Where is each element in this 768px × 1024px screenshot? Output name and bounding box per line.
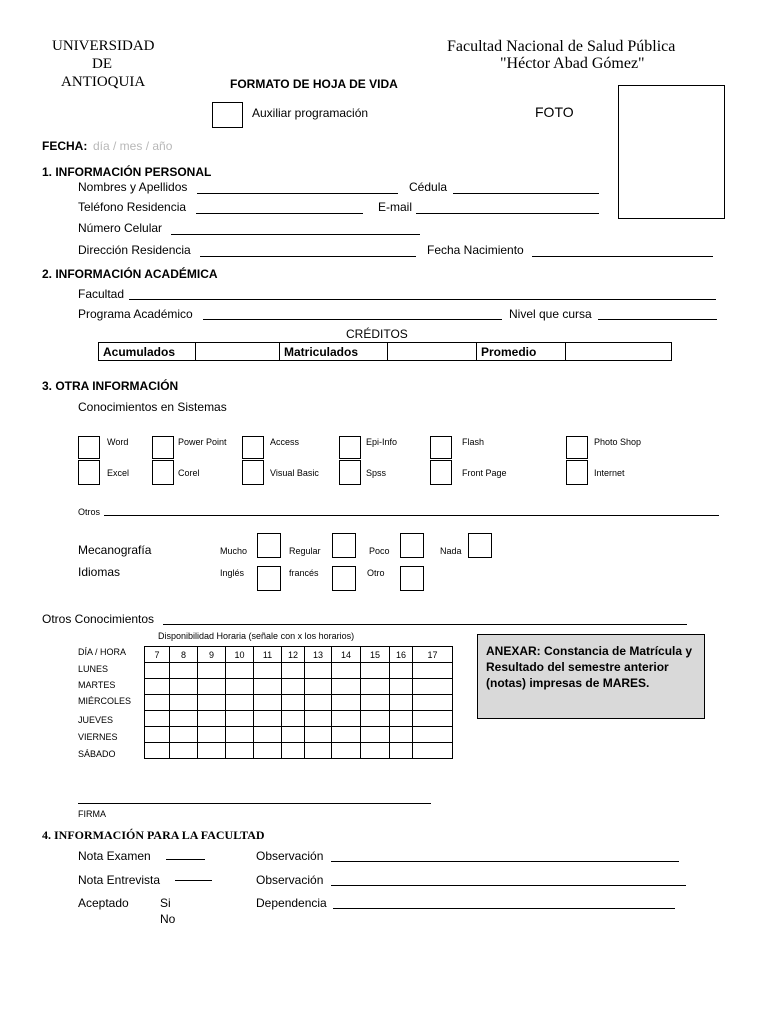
schedule-row[interactable] — [145, 679, 453, 695]
schedule-row[interactable] — [145, 743, 453, 759]
day-label: SÁBADO — [78, 749, 116, 759]
nivel-field[interactable] — [598, 319, 717, 320]
hour-header: 16 — [390, 647, 413, 663]
poco-label: Poco — [369, 546, 390, 556]
hour-header: 13 — [305, 647, 332, 663]
ingles-label: Inglés — [220, 568, 245, 578]
disponibilidad-label: Disponibilidad Horaria (señale con x los horarios) — [158, 631, 355, 641]
telefono-label: Teléfono Residencia — [78, 200, 187, 214]
section1-title: 1. INFORMACIÓN PERSONAL — [42, 165, 212, 179]
matriculados-label: Matriculados — [280, 343, 388, 361]
word-label: Word — [107, 437, 129, 447]
photoshop-checkbox[interactable] — [566, 436, 588, 459]
spss-checkbox[interactable] — [339, 460, 361, 485]
acumulados-label: Acumulados — [99, 343, 196, 361]
photoshop-label: Photo Shop — [594, 437, 642, 447]
observacion-field-1[interactable] — [331, 861, 679, 862]
fecha-nacimiento-label: Fecha Nacimiento — [427, 243, 524, 257]
corel-label: Corel — [178, 468, 200, 478]
cedula-field[interactable] — [453, 193, 599, 194]
email-field[interactable] — [416, 213, 599, 214]
observacion-label-2: Observación — [256, 873, 324, 887]
schedule-row[interactable] — [145, 711, 453, 727]
observacion-label-1: Observación — [256, 849, 324, 863]
hour-header: 15 — [361, 647, 390, 663]
corel-checkbox[interactable] — [152, 460, 174, 485]
visualbasic-label: Visual Basic — [270, 468, 319, 478]
hour-header: 17 — [413, 647, 453, 663]
aceptado-no[interactable]: No — [160, 912, 176, 926]
telefono-field[interactable] — [196, 213, 363, 214]
nombres-field[interactable] — [197, 193, 398, 194]
celular-field[interactable] — [171, 234, 420, 235]
direccion-field[interactable] — [200, 256, 416, 257]
creditos-table — [98, 342, 672, 361]
schedule-table — [144, 646, 453, 759]
day-label: MARTES — [78, 680, 116, 690]
powerpoint-checkbox[interactable] — [152, 436, 174, 459]
sistemas-label: Conocimientos en Sistemas — [78, 400, 227, 414]
nota-entrevista-label: Nota Entrevista — [78, 873, 161, 887]
hour-header: 7 — [145, 647, 170, 663]
flash-label: Flash — [462, 437, 485, 447]
section4-title: 4. INFORMACIÓN PARA LA FACULTAD — [42, 828, 265, 842]
visualbasic-checkbox[interactable] — [242, 460, 264, 485]
section2-title: 2. INFORMACIÓN ACADÉMICA — [42, 267, 218, 281]
schedule-row[interactable] — [145, 695, 453, 711]
fecha-placeholder[interactable]: día / mes / año — [93, 139, 173, 153]
mecanografia-label: Mecanografía — [78, 543, 152, 557]
faculty-name: Facultad Nacional de Salud Pública — [447, 38, 676, 55]
otros-conocimientos-field[interactable] — [163, 624, 687, 625]
otros-label: Otros — [78, 507, 101, 517]
hour-header: 14 — [332, 647, 361, 663]
matriculados-value[interactable] — [388, 343, 477, 361]
firma-line[interactable] — [78, 803, 431, 804]
dependencia-field[interactable] — [333, 908, 675, 909]
creditos-title: CRÉDITOS — [346, 327, 408, 341]
promedio-label: Promedio — [477, 343, 566, 361]
mucho-label: Mucho — [220, 546, 248, 556]
poco-checkbox[interactable] — [400, 533, 424, 558]
anexar-note: ANEXAR: Constancia de Matrícula y Resultado del semestre anterior (notas) impresas de MARES. — [477, 634, 705, 719]
fecha-label: FECHA: — [42, 139, 88, 153]
hour-header: 11 — [254, 647, 282, 663]
university-name-line2: DE — [92, 56, 112, 72]
schedule-row[interactable] — [145, 727, 453, 743]
email-label: E-mail — [378, 200, 413, 214]
day-label: VIERNES — [78, 732, 118, 742]
promedio-value[interactable] — [566, 343, 672, 361]
hour-header: 10 — [226, 647, 254, 663]
internet-label: Internet — [594, 468, 625, 478]
day-label: JUEVES — [78, 715, 114, 725]
day-label: MIÉRCOLES — [78, 696, 132, 706]
schedule-row[interactable] — [145, 663, 453, 679]
epiinfo-checkbox[interactable] — [339, 436, 361, 459]
otros-field[interactable] — [104, 515, 719, 516]
frontpage-label: Front Page — [462, 468, 507, 478]
excel-checkbox[interactable] — [78, 460, 100, 485]
direccion-label: Dirección Residencia — [78, 243, 191, 257]
auxiliar-checkbox[interactable] — [212, 102, 243, 128]
celular-label: Número Celular — [78, 221, 163, 235]
access-label: Access — [270, 437, 300, 447]
powerpoint-label: Power Point — [178, 437, 227, 447]
section3-title: 3. OTRA INFORMACIÓN — [42, 379, 179, 393]
hour-header: 9 — [198, 647, 226, 663]
regular-label: Regular — [289, 546, 321, 556]
day-label: LUNES — [78, 664, 109, 674]
mucho-checkbox[interactable] — [257, 533, 281, 558]
aceptado-si[interactable]: Si — [160, 896, 171, 910]
university-name-line1: UNIVERSIDAD — [52, 38, 155, 54]
hour-header: 8 — [170, 647, 198, 663]
frances-label: francés — [289, 568, 319, 578]
aceptado-label: Aceptado — [78, 896, 129, 910]
firma-label: FIRMA — [78, 809, 106, 819]
idiomas-label: Idiomas — [78, 565, 121, 579]
photo-box[interactable] — [618, 85, 725, 219]
otro-idioma-checkbox[interactable] — [400, 566, 424, 591]
auxiliar-label: Auxiliar programación — [252, 106, 369, 120]
flash-checkbox[interactable] — [430, 436, 452, 459]
nivel-label: Nivel que cursa — [509, 307, 592, 321]
otro-idioma-label: Otro — [367, 568, 385, 578]
ingles-checkbox[interactable] — [257, 566, 281, 591]
access-checkbox[interactable] — [242, 436, 264, 459]
photo-label: FOTO — [535, 104, 574, 120]
epiinfo-label: Epi-Info — [366, 437, 398, 447]
university-name-line3: ANTIOQUIA — [61, 74, 146, 90]
word-checkbox[interactable] — [78, 436, 100, 459]
internet-checkbox[interactable] — [566, 460, 588, 485]
programa-label: Programa Académico — [78, 307, 193, 321]
dependencia-label: Dependencia — [256, 896, 327, 910]
form-title: FORMATO DE HOJA DE VIDA — [230, 77, 398, 91]
facultad-label: Facultad — [78, 287, 125, 301]
regular-checkbox[interactable] — [332, 533, 356, 558]
acumulados-value[interactable] — [196, 343, 280, 361]
frontpage-checkbox[interactable] — [430, 460, 452, 485]
nota-examen-field[interactable] — [166, 859, 205, 860]
observacion-field-2[interactable] — [331, 885, 686, 886]
spss-label: Spss — [366, 468, 387, 478]
nota-entrevista-field[interactable] — [175, 880, 212, 881]
faculty-subname: "Héctor Abad Gómez" — [500, 55, 645, 72]
dia-hora-label: DÍA / HORA — [78, 647, 127, 657]
fecha-nacimiento-field[interactable] — [532, 256, 713, 257]
facultad-field[interactable] — [129, 299, 716, 300]
otros-conocimientos-label: Otros Conocimientos — [42, 612, 155, 626]
cedula-label: Cédula — [409, 180, 448, 194]
excel-label: Excel — [107, 468, 130, 478]
frances-checkbox[interactable] — [332, 566, 356, 591]
nombres-label: Nombres y Apellidos — [78, 180, 188, 194]
hour-header: 12 — [282, 647, 305, 663]
nota-examen-label: Nota Examen — [78, 849, 151, 863]
programa-field[interactable] — [203, 319, 502, 320]
nada-checkbox[interactable] — [468, 533, 492, 558]
nada-label: Nada — [440, 546, 462, 556]
